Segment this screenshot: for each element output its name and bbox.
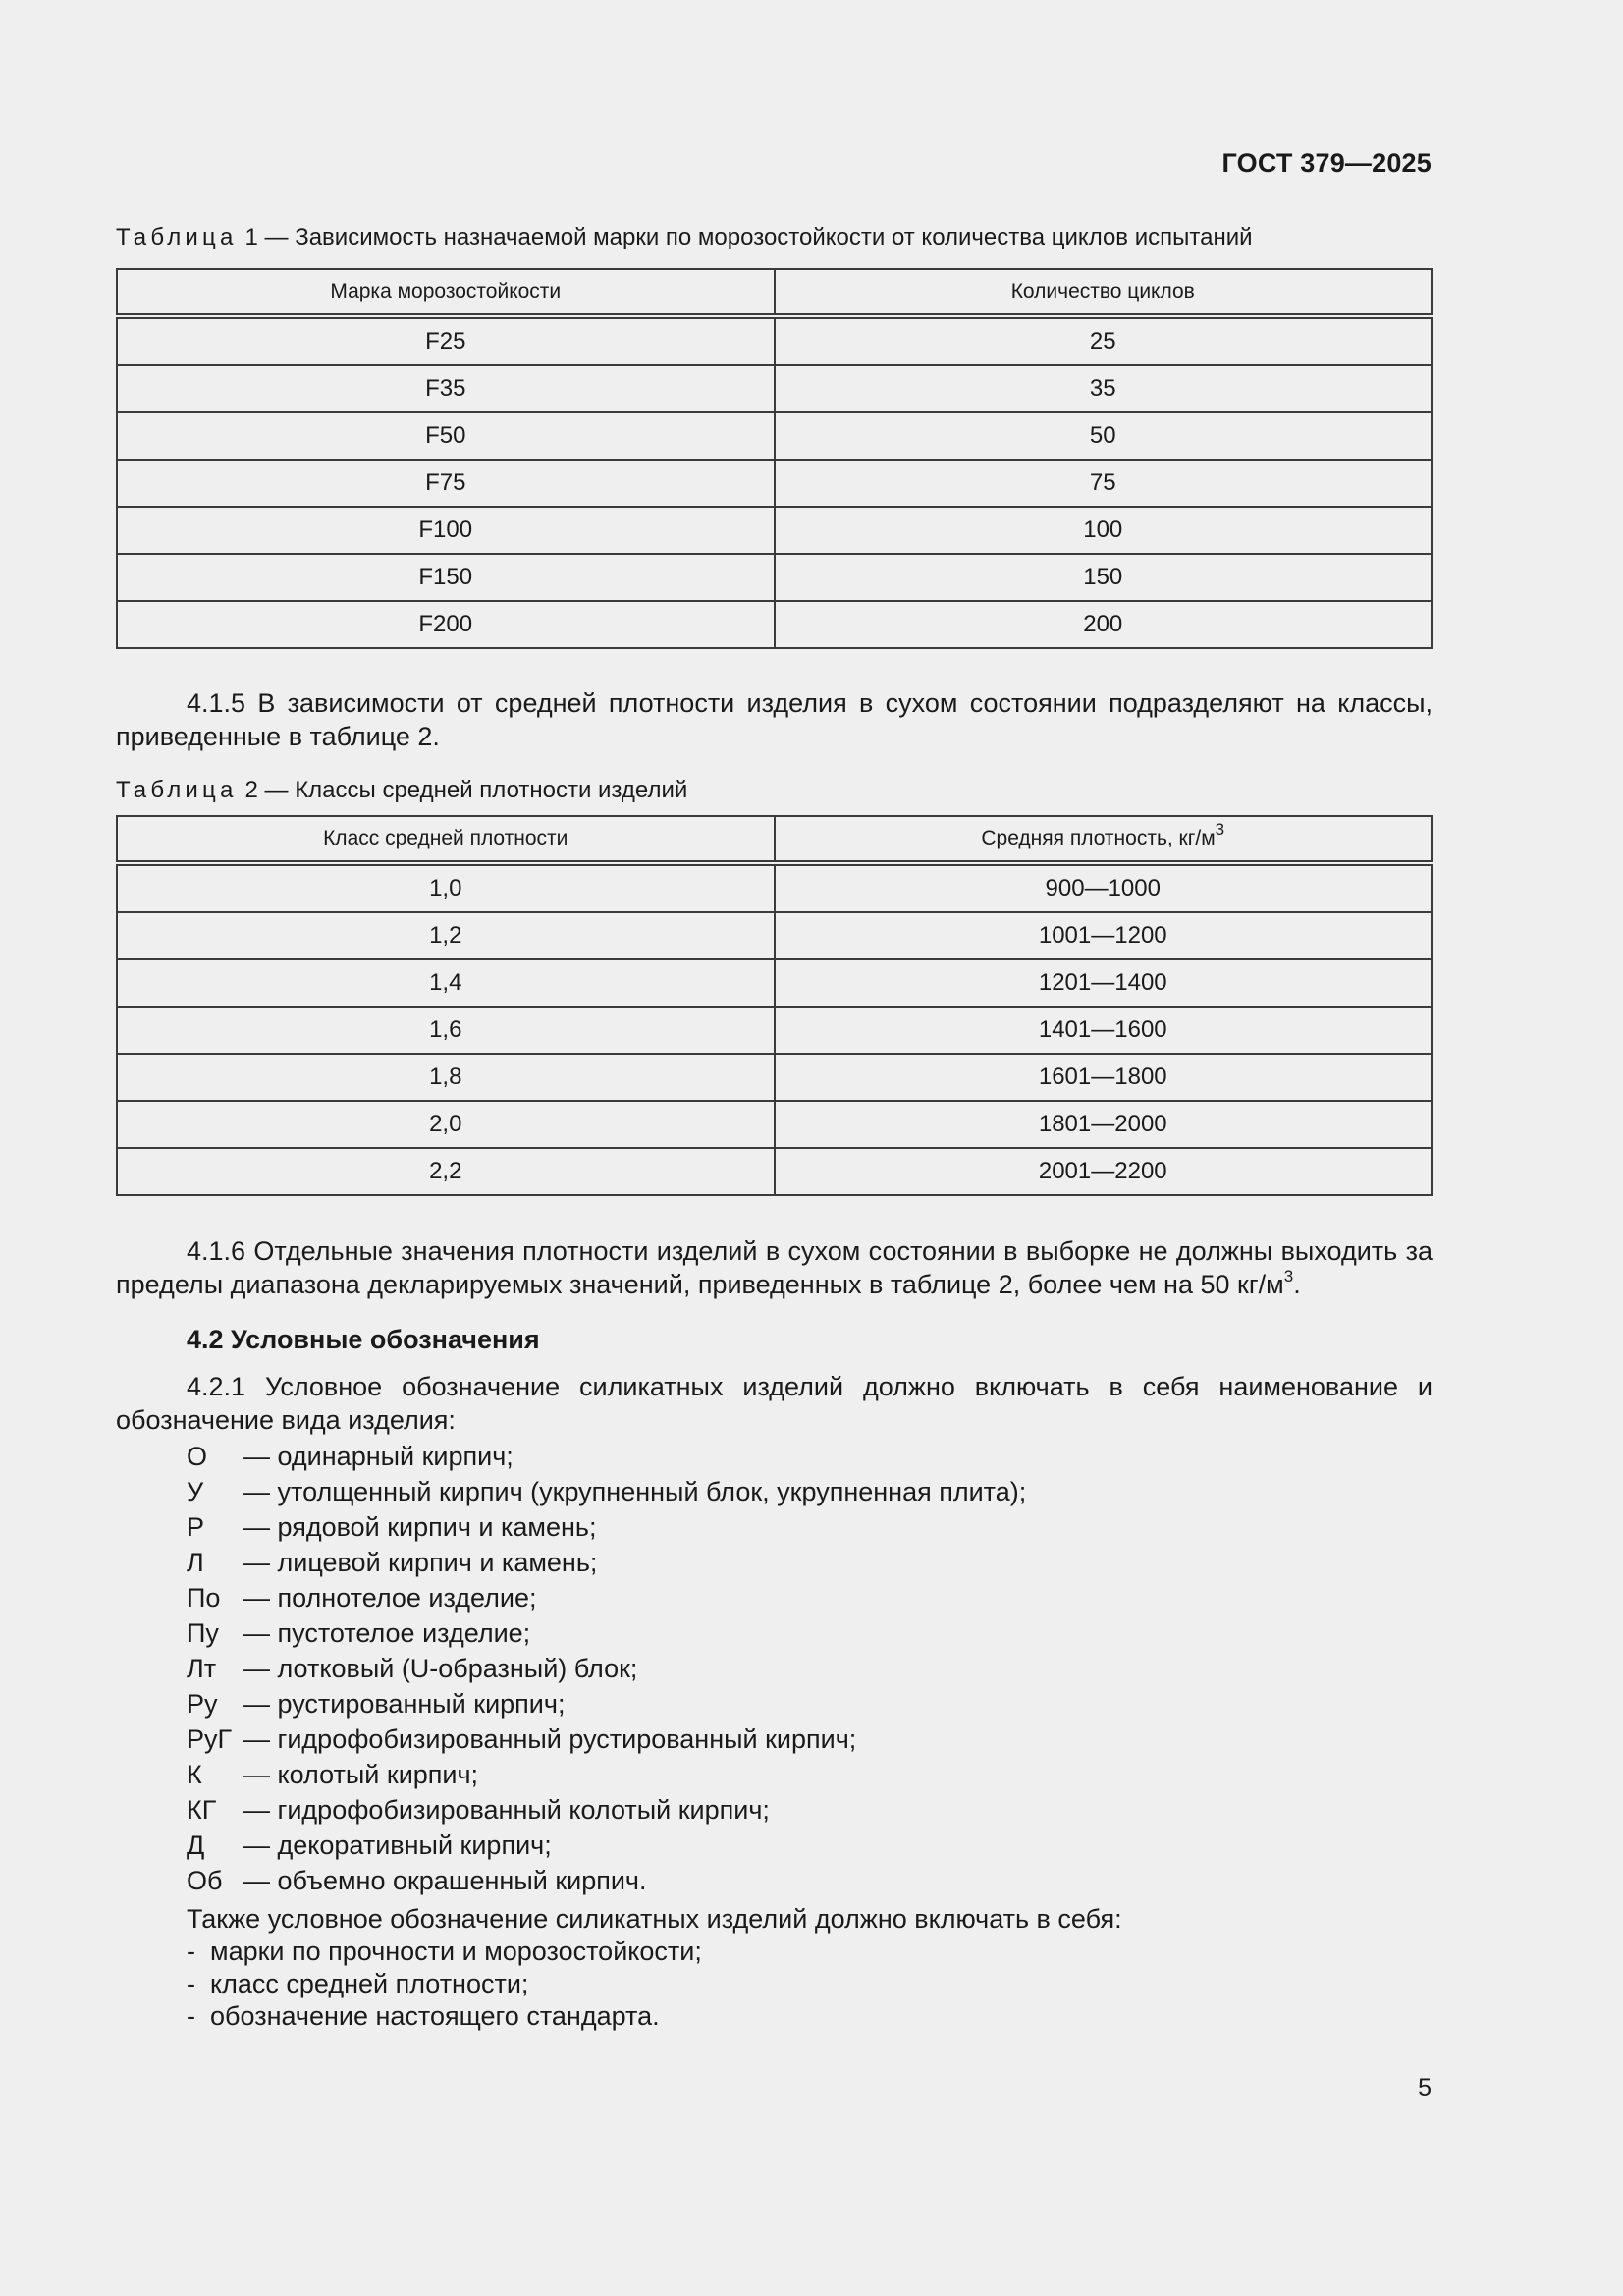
table-row: [117, 863, 1432, 912]
abbreviation-code: РуГ: [187, 1724, 233, 1754]
bullet-list: [187, 1936, 702, 2033]
table-row: [117, 601, 1432, 648]
abbreviation-code: К: [187, 1760, 202, 1789]
list-item: [187, 1792, 1026, 1828]
table-cell: F200: [117, 601, 775, 648]
table1-caption: [116, 224, 1253, 251]
table-row: [117, 460, 1432, 507]
abbreviation-desc: — пустотелое изделие;: [243, 1618, 531, 1648]
table-cell: 35: [775, 365, 1433, 412]
table-cell: 1801—2000: [775, 1101, 1433, 1148]
dash-marker: -: [187, 1937, 195, 1966]
table-cell: 1,0: [117, 863, 775, 912]
abbreviation-code: У: [187, 1477, 204, 1506]
also-text: Также условное обозначение силикатных изделий должно включать в себя:: [187, 1904, 1122, 1934]
table-cell: F35: [117, 365, 775, 412]
list-item: [187, 1968, 702, 2000]
bullet-text: класс средней плотности;: [210, 1969, 529, 1998]
list-item: [187, 1651, 1026, 1686]
list-item: [187, 1722, 1026, 1757]
abbreviation-code: Д: [187, 1831, 205, 1860]
list-item: [187, 1828, 1026, 1863]
abbreviation-desc: — одинарный кирпич;: [243, 1442, 514, 1471]
abbreviation-desc: — лотковый (U-образный) блок;: [243, 1654, 638, 1683]
paragraph-4-1-5: 4.1.5 В зависимости от средней плотности изделия в сухом состоянии подразделяют на классы, приведенные в таблице 2.: [116, 688, 1433, 751]
list-item: [187, 1439, 1026, 1474]
abbreviation-desc: — лицевой кирпич и камень;: [243, 1548, 598, 1577]
table-cell: 1401—1600: [775, 1007, 1433, 1054]
table-cell: 900—1000: [775, 863, 1433, 912]
abbreviation-list: [187, 1439, 1026, 1898]
abbreviation-code: Об: [187, 1866, 223, 1895]
table-cell: 200: [775, 601, 1433, 648]
table-cell: 100: [775, 507, 1433, 554]
table-row: [117, 1148, 1432, 1195]
table-row: [117, 412, 1432, 460]
abbreviation-code: По: [187, 1583, 221, 1613]
abbreviation-desc: — колотый кирпич;: [243, 1760, 479, 1789]
table-row: [117, 912, 1432, 959]
page-number: 5: [1418, 2074, 1432, 2102]
table-cell: 25: [775, 316, 1433, 365]
table-cell: F75: [117, 460, 775, 507]
table2-col-header-density: [775, 816, 1433, 863]
list-item: [187, 1474, 1026, 1509]
table-row: [117, 959, 1432, 1007]
table2-caption: [116, 777, 687, 804]
bullet-text: марки по прочности и морозостойкости;: [210, 1937, 702, 1966]
list-item: [187, 1936, 702, 1968]
abbreviation-code: Р: [187, 1512, 205, 1542]
table1-caption-word: Таблица: [116, 224, 238, 250]
table-row: [117, 554, 1432, 601]
list-item: [187, 1863, 1026, 1898]
abbreviation-code: Лт: [187, 1654, 217, 1683]
paragraph-4-2-1: 4.2.1 Условное обозначение силикатных изделий должно включать в себя наименование и обозначение вида изделия:: [116, 1372, 1433, 1435]
table-cell: 75: [775, 460, 1433, 507]
paragraph-4-1-6-text: 4.1.6 Отдельные значения плотности изделий в сухом состоянии в выборке не должны выходить за пределы диапазона декларируемых значений, приведенных в таблице 2, более чем на 50 кг/м: [116, 1236, 1433, 1299]
table-cell: 1601—1800: [775, 1054, 1433, 1101]
table-row: [117, 1101, 1432, 1148]
abbreviation-desc: — декоративный кирпич;: [243, 1831, 552, 1860]
table-cell: 2,0: [117, 1101, 775, 1148]
standard-code: ГОСТ 379—2025: [1221, 148, 1432, 178]
abbreviation-desc: — объемно окрашенный кирпич.: [243, 1866, 647, 1895]
list-item: [187, 1686, 1026, 1722]
abbreviation-code: КГ: [187, 1795, 217, 1825]
table-row: [117, 365, 1432, 412]
table-cell: F100: [117, 507, 775, 554]
abbreviation-desc: — полнотелое изделие;: [243, 1583, 537, 1613]
table-cell: 1,2: [117, 912, 775, 959]
table-cell: 1201—1400: [775, 959, 1433, 1007]
abbreviation-desc: — рустированный кирпич;: [243, 1689, 566, 1719]
table-cell: 150: [775, 554, 1433, 601]
paragraph-4-1-6-end: .: [1293, 1270, 1301, 1299]
table2-header-row: [117, 816, 1432, 863]
table-cell: F150: [117, 554, 775, 601]
table-cell: 2001—2200: [775, 1148, 1433, 1195]
list-item: [187, 1509, 1026, 1545]
table1-header-row: [117, 269, 1432, 316]
bullet-text: обозначение настоящего стандарта.: [210, 2001, 660, 2031]
table-cell: 1001—1200: [775, 912, 1433, 959]
table-row: [117, 1054, 1432, 1101]
table2-col-header: Класс средней плотности: [117, 816, 775, 863]
abbreviation-desc: — гидрофобизированный рустированный кирпич;: [243, 1724, 857, 1754]
dash-marker: -: [187, 1969, 195, 1998]
section-heading-4-2: 4.2 Условные обозначения: [187, 1325, 540, 1354]
table2-caption-word: Таблица: [116, 777, 238, 803]
table1-col-header: Количество циклов: [775, 269, 1433, 316]
unit-superscript: 3: [1283, 1267, 1294, 1285]
list-item: [187, 1757, 1026, 1792]
table2-col-header-text: Средняя плотность, кг/м: [981, 827, 1216, 849]
table-row: [117, 507, 1432, 554]
table2-density-classes: [116, 815, 1433, 1196]
table-cell: 1,6: [117, 1007, 775, 1054]
table-row: [117, 316, 1432, 365]
table-cell: 2,2: [117, 1148, 775, 1195]
table-cell: F50: [117, 412, 775, 460]
table-cell: 1,8: [117, 1054, 775, 1101]
abbreviation-code: Ру: [187, 1689, 218, 1719]
abbreviation-desc: — гидрофобизированный колотый кирпич;: [243, 1795, 770, 1825]
table2-caption-text: 2 — Классы средней плотности изделий: [244, 777, 688, 803]
unit-superscript: 3: [1215, 820, 1225, 839]
dash-marker: -: [187, 2001, 195, 2031]
abbreviation-desc: — утолщенный кирпич (укрупненный блок, укрупненная плита);: [243, 1477, 1027, 1506]
table1-caption-text: 1 — Зависимость назначаемой марки по морозостойкости от количества циклов испытаний: [244, 224, 1253, 250]
table-cell: 1,4: [117, 959, 775, 1007]
table-cell: F25: [117, 316, 775, 365]
paragraph-4-1-6: [116, 1234, 1433, 1301]
abbreviation-code: О: [187, 1442, 208, 1471]
table1-frost-resistance: [116, 268, 1433, 649]
abbreviation-desc: — рядовой кирпич и камень;: [243, 1512, 597, 1542]
list-item: [187, 1615, 1026, 1651]
list-item: [187, 1545, 1026, 1580]
list-item: [187, 1580, 1026, 1615]
list-item: [187, 2000, 702, 2033]
table1-col-header: Марка морозостойкости: [117, 269, 775, 316]
table-cell: 50: [775, 412, 1433, 460]
abbreviation-code: Л: [187, 1548, 204, 1577]
abbreviation-code: Пу: [187, 1618, 219, 1648]
table-row: [117, 1007, 1432, 1054]
